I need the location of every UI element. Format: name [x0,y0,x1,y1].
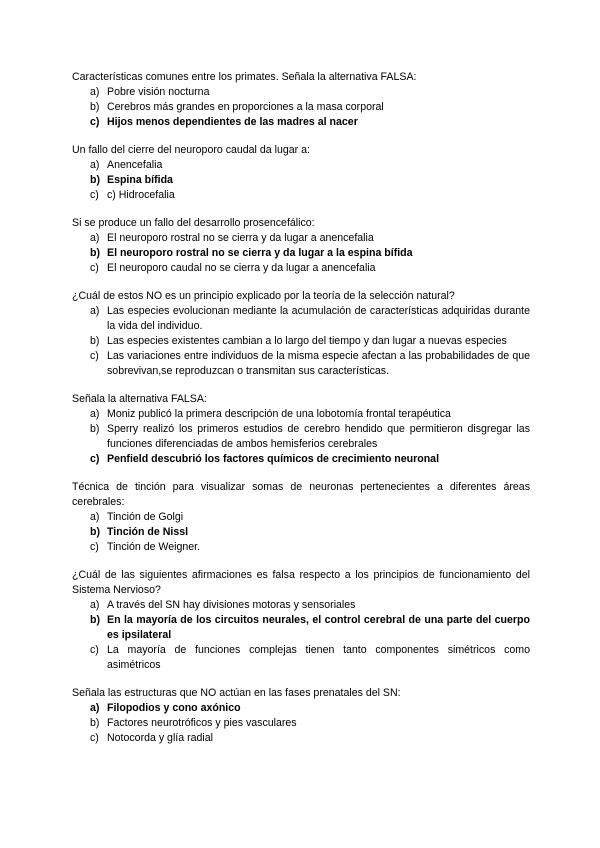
option-letter: b) [90,717,100,729]
answer-option-correct [72,701,530,716]
option-letter: c) [90,453,100,465]
option-letter: b) [90,526,100,538]
option-letter: c) [90,732,99,744]
option-letter: a) [90,511,100,523]
option-text: Notocorda y glía radial [107,732,213,744]
question-stem: ¿Cuál de estos NO es un principio explicado por la teoría de la selección natural? [72,290,455,302]
answer-option-correct [72,613,530,643]
document-page [72,70,530,759]
question-block [72,289,530,379]
question-stem: Técnica de tinción para visualizar somas de neuronas pertenecientes a diferentes áreas cerebrales: [72,481,530,508]
option-letter: a) [90,702,100,714]
option-text: Tinción de Weigner. [107,541,201,553]
option-letter: b) [90,101,100,113]
option-letter: a) [90,86,100,98]
option-text: Hijos menos dependientes de las madres al nacer [107,116,358,128]
option-text: Pobre visión nocturna [107,86,210,98]
option-text: Espina bífida [107,174,173,186]
answer-option [72,349,530,379]
answer-option-correct [72,173,530,188]
option-text: Penfield descubrió los factores químicos de crecimiento neuronal [107,453,440,465]
answer-option-correct [72,115,530,130]
answer-option [72,100,530,115]
option-letter: a) [90,232,100,244]
option-letter: a) [90,305,100,317]
option-list [72,231,530,276]
option-text: Las especies evolucionan mediante la acumulación de características adquiridas durante la vida del individuo. [107,305,530,332]
option-letter: c) [90,262,99,274]
option-list [72,407,530,467]
option-text: Cerebros más grandes en proporciones a la masa corporal [107,101,384,113]
answer-option [72,334,530,349]
question-block [72,70,530,130]
answer-option [72,261,530,276]
question-block [72,216,530,276]
option-text: Las especies existentes cambian a lo largo del tiempo y dan lugar a nuevas especies [107,335,507,347]
question-list [72,70,530,746]
option-text: El neuroporo rostral no se cierra y da lugar a la espina bífida [107,247,413,259]
answer-option [72,85,530,100]
option-letter: c) [90,189,99,201]
option-text: Moniz publicó la primera descripción de una lobotomía frontal terapéutica [107,408,451,420]
answer-option-correct [72,525,530,540]
option-text: A través del SN hay divisiones motoras y sensoriales [107,599,356,611]
option-letter: a) [90,408,100,420]
option-letter: b) [90,423,100,435]
question-block [72,480,530,555]
answer-option [72,188,530,203]
answer-option [72,643,530,673]
answer-option-correct [72,452,530,467]
option-list [72,598,530,673]
answer-option [72,304,530,334]
option-letter: c) [90,644,99,656]
option-text: Anencefalia [107,159,163,171]
option-letter: c) [90,350,99,362]
answer-option [72,510,530,525]
answer-option [72,731,530,746]
option-letter: a) [90,599,100,611]
option-letter: a) [90,159,100,171]
question-stem: Señala la alternativa FALSA: [72,393,207,405]
option-text: Tinción de Nissl [107,526,189,538]
option-list [72,158,530,203]
option-text: Sperry realizó los primeros estudios de cerebro hendido que permitieron disgregar las funciones diferenciadas de ambos hemisferios cerebrales [107,423,530,450]
option-list [72,510,530,555]
option-text: Tinción de Golgi [107,511,184,523]
question-stem: Un fallo del cierre del neuroporo caudal da lugar a: [72,144,310,156]
option-text: La mayoría de funciones complejas tienen tanto componentes simétricos como asimétricos [107,644,530,671]
option-text: Las variaciones entre individuos de la misma especie afectan a las probabilidades de que sobrevivan,se reproduzcan o transmitan sus características. [107,350,530,377]
option-letter: b) [90,614,100,626]
option-letter: b) [90,247,100,259]
option-text: c) Hidrocefalia [107,189,175,201]
answer-option [72,540,530,555]
question-stem: Señala las estructuras que NO actúan en las fases prenatales del SN: [72,687,401,699]
question-block [72,686,530,746]
question-stem: ¿Cuál de las siguientes afirmaciones es falsa respecto a los principios de funcionamiento del Sistema Nervioso? [72,569,530,596]
option-letter: b) [90,335,100,347]
option-text: Filopodios y cono axónico [107,702,241,714]
answer-option [72,158,530,173]
option-text: El neuroporo rostral no se cierra y da lugar a anencefalia [107,232,374,244]
option-list [72,304,530,379]
answer-option [72,407,530,422]
answer-option [72,598,530,613]
answer-option [72,231,530,246]
option-text: Factores neurotróficos y pies vasculares [107,717,297,729]
question-stem: Características comunes entre los primates. Señala la alternativa FALSA: [72,71,417,83]
option-letter: b) [90,174,100,186]
option-list [72,85,530,130]
answer-option-correct [72,246,530,261]
question-block [72,143,530,203]
option-list [72,701,530,746]
answer-option [72,422,530,452]
question-block [72,392,530,467]
option-letter: c) [90,541,99,553]
option-text: En la mayoría de los circuitos neurales, el control cerebral de una parte del cuerpo es ipsilateral [107,614,530,641]
question-stem: Si se produce un fallo del desarrollo prosencefálico: [72,217,315,229]
question-block [72,568,530,673]
option-text: El neuroporo caudal no se cierra y da lugar a anencefalia [107,262,376,274]
answer-option [72,716,530,731]
option-letter: c) [90,116,100,128]
